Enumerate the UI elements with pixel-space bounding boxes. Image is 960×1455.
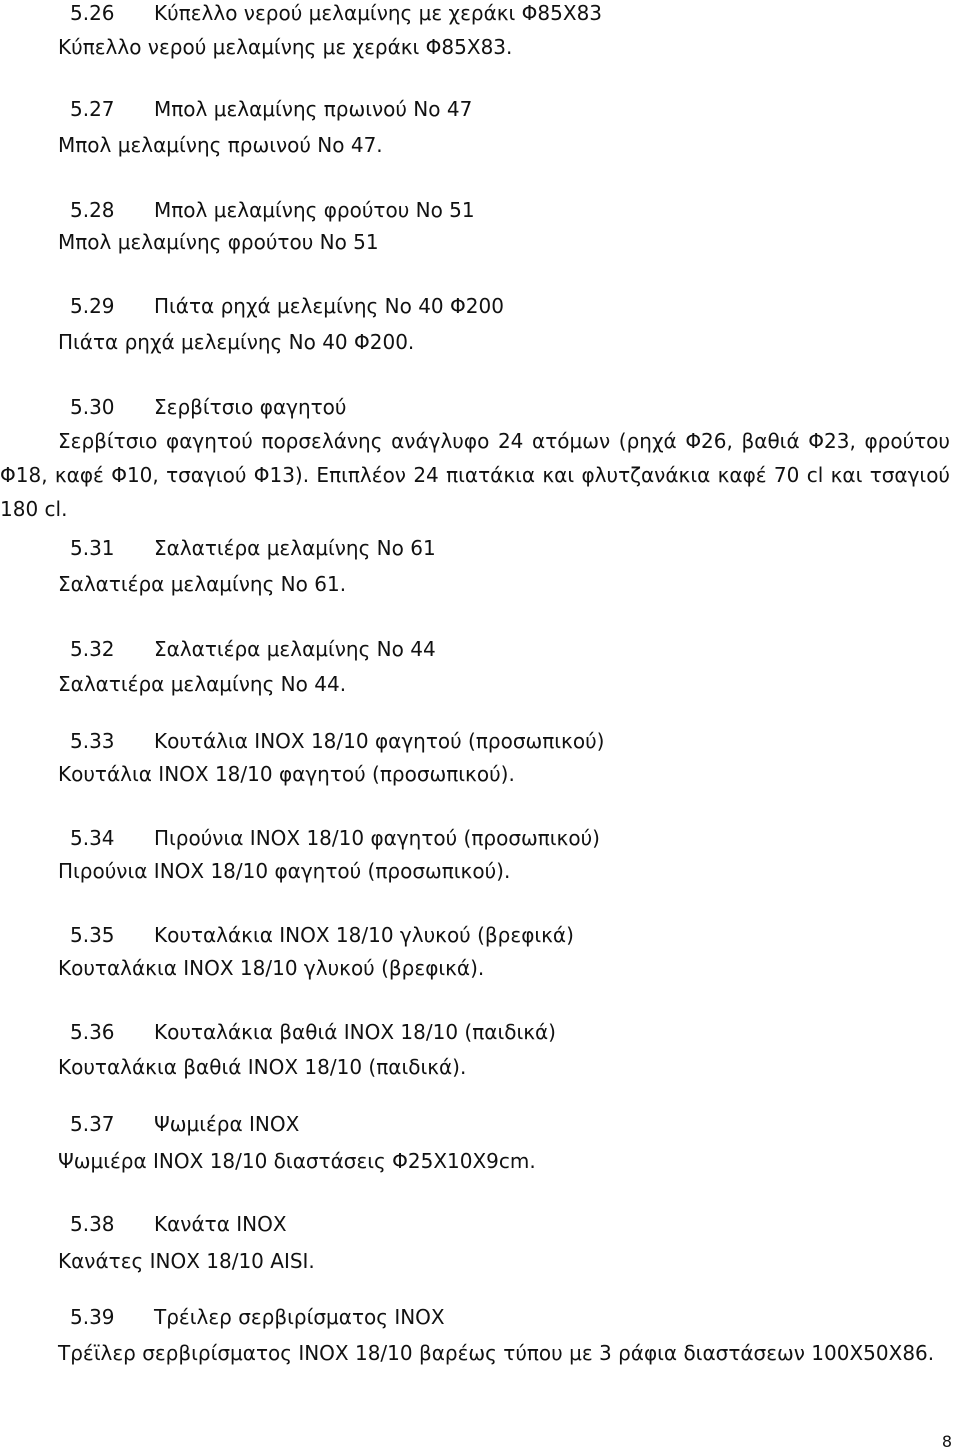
item-description: Πιρούνια ΙΝΟΧ 18/10 φαγητού (προσωπικού). [58,859,511,883]
item-number: 5.34 [70,826,115,850]
item-heading [70,637,436,661]
item-heading [70,923,574,947]
item-title: Σερβίτσιο φαγητού [154,395,347,419]
page-number: 8 [941,1432,952,1451]
item-title: Κουταλάκια βαθιά ΙΝΟΧ 18/10 (παιδικά) [154,1020,556,1044]
item-title: Σαλατιέρα μελαμίνης Νο 44 [154,637,436,661]
item-number: 5.33 [70,729,115,753]
item-description: Κύπελλο νερού μελαμίνης με χεράκι Φ85Χ83. [58,35,513,59]
item-description: Ψωμιέρα ΙΝΟΧ 18/10 διαστάσεις Φ25Χ10Χ9cm. [58,1149,536,1173]
item-number: 5.28 [70,198,115,222]
item-heading [70,97,472,121]
item-number: 5.26 [70,1,115,25]
item-title: Σαλατιέρα μελαμίνης Νο 61 [154,536,436,560]
item-number: 5.30 [70,395,115,419]
item-heading [70,729,604,753]
item-description: Σαλατιέρα μελαμίνης Νο 44. [58,672,347,696]
item-description: Πιάτα ρηχά μελεμίνης Νο 40 Φ200. [58,330,415,354]
item-title: Κύπελλο νερού μελαμίνης με χεράκι Φ85Χ83 [154,1,603,25]
item-heading [70,826,600,850]
item-title: Κανάτα ΙΝΟΧ [154,1212,287,1236]
item-number: 5.29 [70,294,115,318]
item-number: 5.35 [70,923,115,947]
item-heading [70,294,504,318]
item-description: Κουταλάκια βαθιά ΙΝΟΧ 18/10 (παιδικά). [58,1055,467,1079]
item-title: Μπολ μελαμίνης φρούτου Νο 51 [154,198,475,222]
item-heading [70,395,347,419]
item-number: 5.31 [70,536,115,560]
item-title: Τρέιλερ σερβιρίσματος ΙΝΟΧ [154,1305,445,1329]
item-description: Κουταλάκια ΙΝΟΧ 18/10 γλυκού (βρεφικά). [58,956,485,980]
item-heading [70,1,602,25]
item-title: Μπολ μελαμίνης πρωινού Νο 47 [154,97,473,121]
item-number: 5.39 [70,1305,115,1329]
item-description: Κανάτες ΙΝΟΧ 18/10 AISI. [58,1249,315,1273]
item-heading [70,536,436,560]
item-title: Κουτάλια ΙΝΟΧ 18/10 φαγητού (προσωπικού) [154,729,605,753]
item-title: Πιρούνια ΙΝΟΧ 18/10 φαγητού (προσωπικού) [154,826,600,850]
item-number: 5.38 [70,1212,115,1236]
item-number: 5.37 [70,1112,115,1136]
item-number: 5.36 [70,1020,115,1044]
item-description: Μπολ μελαμίνης φρούτου Νο 51 [58,230,379,254]
item-title: Κουταλάκια ΙΝΟΧ 18/10 γλυκού (βρεφικά) [154,923,574,947]
item-description: Σερβίτσιο φαγητού πορσελάνης ανάγλυφο 24 ατόμων (ρηχά Φ26, βαθιά Φ23, φρούτου Φ18, καφέ Φ10, τσαγιού Φ13). Επιπλέον 24 πιατάκια και φλυτζανάκια καφέ 70 cl και τσαγιού 180 cl. [0,429,950,521]
item-heading [70,1305,445,1329]
item-heading [70,1020,556,1044]
item-heading [70,198,475,222]
item-heading [70,1212,287,1236]
item-number: 5.27 [70,97,115,121]
item-description: Κουτάλια ΙΝΟΧ 18/10 φαγητού (προσωπικού). [58,762,515,786]
item-heading [70,1112,299,1136]
item-title: Ψωμιέρα ΙΝΟΧ [154,1112,300,1136]
item-number: 5.32 [70,637,115,661]
item-title: Πιάτα ρηχά μελεμίνης Νο 40 Φ200 [154,294,504,318]
item-description: Σαλατιέρα μελαμίνης Νο 61. [58,572,347,596]
item-description: Μπολ μελαμίνης πρωινού Νο 47. [58,133,383,157]
item-description: Τρέϊλερ σερβιρίσματος ΙΝΟΧ 18/10 βαρέως τύπου με 3 ράφια διαστάσεων 100Χ50Χ86. [58,1341,935,1365]
